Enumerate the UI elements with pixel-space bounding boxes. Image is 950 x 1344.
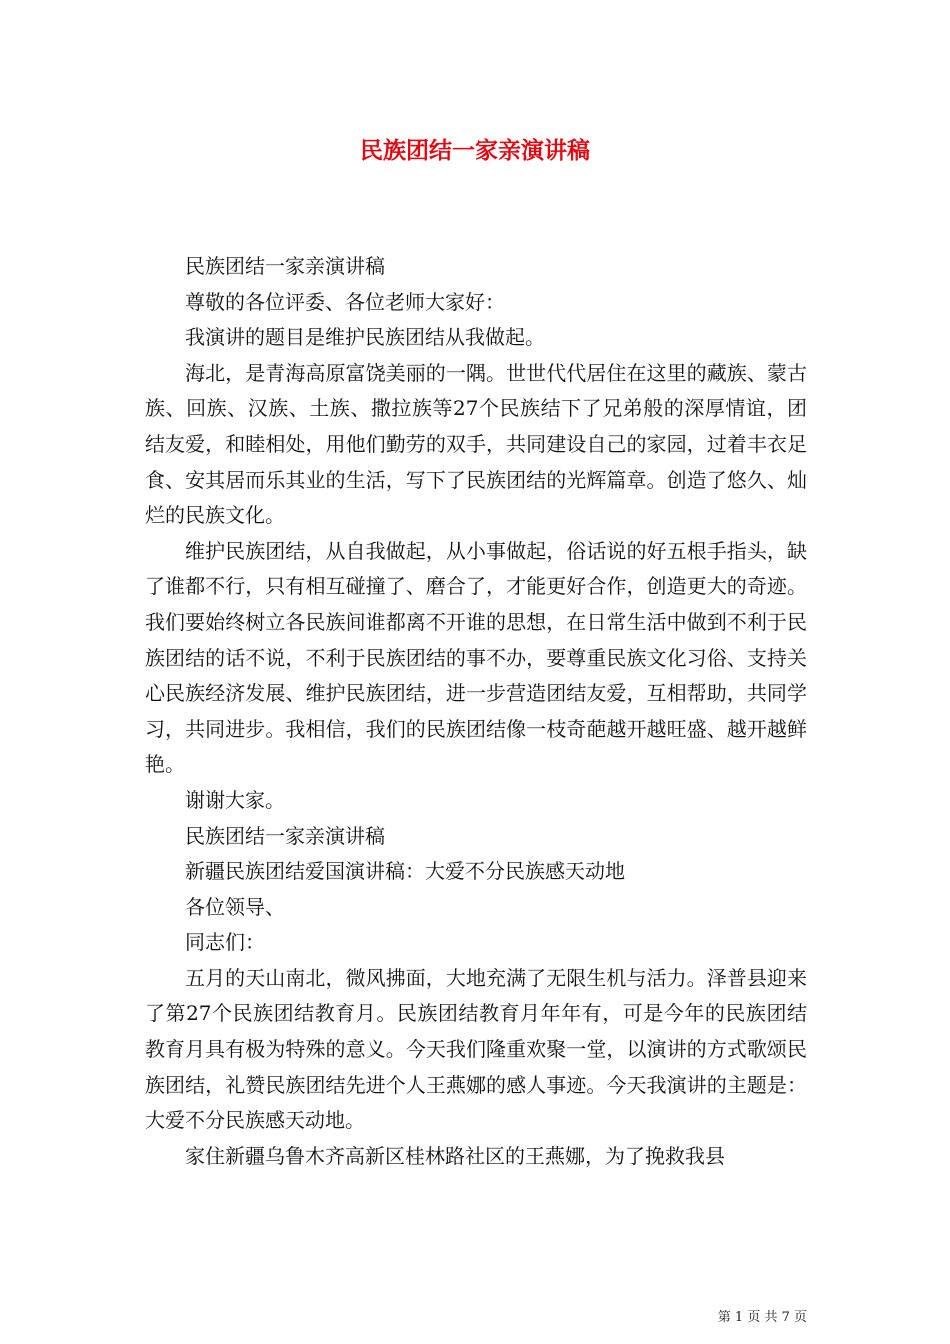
paragraph: 尊敬的各位评委、各位老师大家好： [185,289,505,314]
paragraph: 维护民族团结，从自我做起，从小事做起，俗话说的好五根手指头，缺了谁都不行，只有相互碰撞了、磨合了，才能更好合作，创造更大的奇迹。我们要始终树立各民族间谁都离不开谁的思想，在日常生活中做到不利于民族团结的话不说，不利于民族团结的事不办，要尊重民族文化习俗、支持关心民族经济发展、维护民族团结，进一步营造团结友爱，互相帮助，共同学习，共同进步。我相信，我们的民族团结像一枝奇葩越开越旺盛、越开越鲜艳。 [145,538,807,777]
paragraph: 我演讲的题目是维护民族团结从我做起。 [185,325,545,350]
document-title: 民族团结一家亲演讲稿 [360,137,590,164]
paragraph: 谢谢大家。 [185,787,285,812]
paragraph: 同志们： [185,930,265,955]
paragraph: 各位领导、 [185,894,285,919]
paragraph: 海北，是青海高原富饶美丽的一隅。世世代代居住在这里的藏族、蒙古族、回族、汉族、土族、撒拉族等27个民族结下了兄弟般的深厚情谊，团结友爱，和睦相处，用他们勤劳的双手，共同建设自己的家园，过着丰衣足食、安其居而乐其业的生活，写下了民族团结的光辉篇章。创造了悠久、灿烂的民族文化。 [145,360,807,528]
paragraph: 民族团结一家亲演讲稿 [185,823,385,848]
paragraph: 五月的天山南北，微风拂面，大地充满了无限生机与活力。泽普县迎来了第27个民族团结教育月。民族团结教育月年年有，可是今年的民族团结教育月具有极为特殊的意义。今天我们隆重欢聚一堂，以演讲的方式歌颂民族团结，礼赞民族团结先进个人王燕娜的感人事迹。今天我演讲的主题是：大爱不分民族感天动地。 [145,965,807,1133]
paragraph: 民族团结一家亲演讲稿 [185,254,385,278]
page-number: 第 1 页 共 7 页 [717,1310,807,1325]
paragraph: 家住新疆乌鲁木齐高新区桂林路社区的王燕娜，为了挽救我县 [185,1143,725,1168]
document-body [145,249,807,1174]
paragraph: 新疆民族团结爱国演讲稿：大爱不分民族感天动地 [185,859,625,884]
